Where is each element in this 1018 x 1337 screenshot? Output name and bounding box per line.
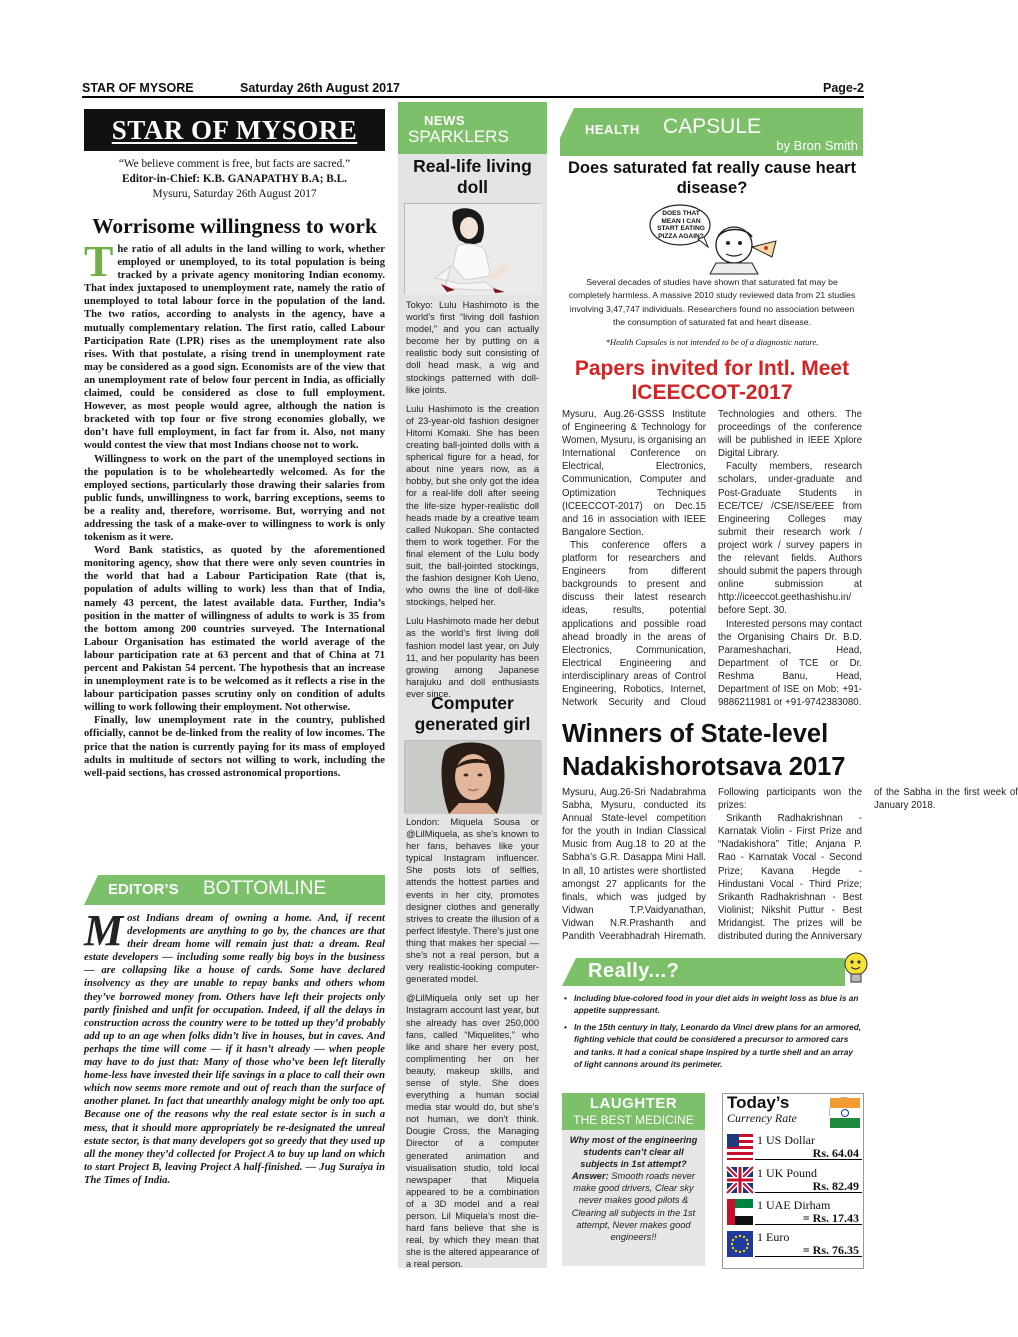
winners-title	[562, 718, 862, 784]
health-question: Does saturated fat really cause heart disease?	[568, 159, 856, 197]
laughter-label-b: THE BEST MEDICINE	[573, 1113, 694, 1127]
currency-value: = Rs. 76.35	[802, 1243, 859, 1257]
cartoon-speech-text: DOES THAT MEAN I CAN START EATING PIZZA AGAIN?	[657, 210, 705, 240]
portrait-icon	[405, 741, 542, 814]
lightbulb-icon	[843, 951, 869, 987]
winners-paragraph: Mysuru, Aug.26-Sri Nadabrahma Sabha, Mysuru, conducted its Annual State-level competition for the youth in Indian Classical Music from Aug.18 to 20 at the Sabha’s G.R. Dasappa Mini Hall. In all, 10 artistes were shortlisted amongst 27 applicants for the finals, which was judged by Vidwan T.P.Vaidyanathan, Vidwan N.R.Prashanth and Pandith Veerabhadrah Hiremath. Following participants won the prizes:	[562, 787, 862, 943]
currency-row-aed	[727, 1197, 862, 1228]
bottomline-label-a: EDITOR’S	[108, 881, 179, 898]
masthead	[84, 109, 385, 151]
really-fact: • Including blue-colored food in your diet aids in weight loss as blue is an appetite suppressant.	[562, 992, 862, 1017]
motto-dateline: Mysuru, Saturday 26th August 2017	[152, 188, 317, 200]
motto-block	[84, 157, 385, 202]
papers-paragraph: Faculty members, research scholars, under-graduate and Post-Graduate Students in ECE/TCE/ /CSE/ISE/EEE from Engineering Colleges may submit their research work / project work / survey papers in the relevant fields. Authors should submit the papers through online submission at http://iceeccot.geethashishu.in/ before Sept. 30.	[718, 461, 862, 617]
laughter-question: Why most of the engineering students can’t clear all subjects in 1st attempt?	[569, 1135, 698, 1170]
health-capsule-banner	[560, 108, 863, 156]
winners-title-line1: Winners of State-level	[562, 720, 829, 748]
winners-body	[562, 786, 1018, 956]
story2-body	[406, 816, 539, 1270]
currency-value: Rs. 64.04	[812, 1146, 859, 1160]
currency-value: = Rs. 17.43	[802, 1211, 859, 1225]
health-byline: by Bron Smith	[776, 138, 858, 153]
editor-in-chief: Editor-in-Chief: K.B. GANAPATHY B.A; B.L.	[122, 173, 347, 185]
papers-paragraph: Mysuru, Aug.26-GSSS Institute of Engineering & Technology for Women, Mysuru, is organising an International Conference on Electrical, Electronics, Communication, Computer and Optimization Techniques (ICEECCOT-2017) on Dec.15 and 16 in association with IEEE Bangalore Section.	[562, 409, 706, 538]
computer-girl-photo	[404, 740, 541, 813]
papers-body	[562, 408, 862, 718]
editorial-body	[84, 237, 385, 868]
currency-row-gbp	[727, 1165, 862, 1196]
story1-body	[406, 299, 539, 699]
sparklers-label-a: NEWS	[424, 113, 465, 128]
page-header	[82, 80, 864, 98]
health-cartoon	[636, 201, 786, 274]
india-flag-icon	[829, 1097, 859, 1127]
currency-row-eur	[727, 1229, 862, 1260]
editorial-paragraph: he ratio of all adults in the land willing to work, whether employed or unemployed, to its total population is being tracked by a private agency monitoring Indian economy. That index juxtaposed to unemployment rate, namely the ratio of unemployed to total labour force in the population of the land. The two ratios, according to analysts in the agency, have a mutually complementary relation. The first ratio, called Labour Participation Rate (LPR) rises as the unemployment rate also rises. With that postulate, a rising trend in unemployment rate may be considered as a good sign. Economists are of the view that an unemployment rate of below four percent in India, as officially claimed, could be considered as close to full employment. However, as most people would agree, although the nation is bracketed with top four or five strong economies globally, we don’t have full employment, in fact far from it. Also, not many would contest the view that most Indians choose not to work.	[84, 244, 385, 452]
doll-figure-icon	[405, 204, 542, 295]
winners-paragraph: Srikanth Radhakrishnan - Karnatak Violin - First Prize and “Nadakishora” Title; Anjana P. Rao - Karnatak Vocal - Second Prize; Kavana Hegde - Hindustani Vocal - Third Prize; Srikanth Radhakrishnan - Best Violinist; Nikshit Puttur - Best Mridangist. The prizes will be distributed during the Anniversary of the Sabha in the first week of January 2018.	[718, 787, 1018, 943]
laughter-answer-label: Answer:	[572, 1171, 609, 1182]
bottomline-text: ost Indians dream of owning a home. And, if recent developments are anything to go by, the chances are that their dream home will remain just that: a dream. Real estate developers — including some really big boys in the business — are collapsing like a house of cards. Some have declared insolvency as they are unable to repay banks and others whom they’ve borrowed money from. Others have left their projects only partly finished and unfit for occupation. Indeed, if all the delays in construction across the country were to be totted up they’d probably add up to an age when folks didn’t live in houses, but in caves. And perhaps the time will come — if it hasn’t already — when people may have to do just that: Many of those who’ve been left literally home-less have invested their life savings in a place to call their own which now seems more remote and out of reach than the surface of another planet. In fact that unearthly analogy might be only too apt. Because one of the reasons why the real estate sector is in such a mess, that it should more appropriately be re-designated the unreal estate sector, is that many developers got so greedy that they used up all the money they’d collected for Project A to buy up land on which to start Project B, leaving Project A half-finished. — Jug Suraiya in The Times of India.	[84, 913, 385, 1186]
currency-name: 1 Euro	[757, 1230, 790, 1244]
uk-flag-icon	[727, 1167, 753, 1193]
health-disclaimer: *Health Capsules is not intended to be of a diagnostic nature.	[605, 337, 819, 347]
editorial-title: Worrisome willingness to work	[92, 214, 377, 238]
story1-paragraph: Lulu Hashimoto made her debut as the world’s first living doll fashion model last year, on July 11, and her popularity has been growing among Japanese harajuku and doll enthusiasts ever since.	[406, 616, 539, 699]
sparklers-label-b: SPARKLERS	[408, 127, 509, 146]
laughter-banner	[562, 1093, 705, 1130]
papers-title: Papers invited for Intl. Meet ICEECCOT-2017	[574, 357, 850, 404]
papers-paragraph: This conference offers a platform for researchers and Engineers from different backgrounds to present and discuss their latest research ideas, results, potential applications and possible road ahead broadly in the areas of Electronics, Communication, Electrical Engineering and interdisciplinary areas of Control Engineering, Robotics, Internet, Network Security and Cloud Technologies and others. The proceedings of the conference will be published in IEEE Xplore Digital Library.	[562, 409, 862, 709]
bottomline-label-b: BOTTOMLINE	[203, 878, 327, 899]
currency-name: 1 UAE Dirham	[757, 1198, 831, 1212]
header-date: Saturday 26th August 2017	[240, 81, 401, 95]
currency-title: Today’s	[727, 1093, 790, 1112]
motto-quote: “We believe comment is free, but facts are sacred.”	[118, 158, 351, 170]
currency-name: 1 US Dollar	[757, 1133, 815, 1147]
laughter-box	[562, 1130, 705, 1266]
living-doll-photo	[404, 203, 541, 294]
story2-paragraph: @LilMiquela only set up her Instagram account last year, but she already has over 250,000 fans, called “Miquelites,” who like and share her every post, complimenting her on her beauty, makeup skills, and sense of style. She does everything a human social media star would do, but she’s not human, we don’t think. Dougie Cross, the Managing Director of a computer generated animation and visualisation studio, told local newspaper that Miquela appeared to be a combination of a 3D model and a real person. Lil Miquela’s most die-hard fans believe that she is real, by which they mean that she is the altered appearance of a real person.	[406, 993, 539, 1270]
editorial-paragraph: Finally, low unemployment rate in the country, published officially, cannot be de-linked from the reality of low incomes. The price that the nation is currently paying for its mass of employed adults in multitude of sectors not willing to work, including the well-paid sections, has crossed astronomical proportions.	[84, 715, 385, 779]
papers-paragraph: Interested persons may contact the Organising Chairs Dr. B.D. Parameshachari, Head, Department of TCE or Dr. Reshma Banu, Head, Department of ISE on Mob: +91-9886211981 or +91-9742383080.	[718, 618, 862, 709]
really-facts	[562, 992, 862, 1074]
laughter-label-a: LAUGHTER	[589, 1095, 678, 1112]
header-paper-name: STAR OF MYSORE	[82, 81, 194, 95]
really-banner	[562, 958, 845, 986]
uae-flag-icon	[727, 1199, 753, 1225]
health-label-a: HEALTH	[585, 122, 640, 137]
really-fact: • In the 15th century in Italy, Leonardo da Vinci drew plans for an armored, fighting vehicle that could be considered a precursor to armored cars and tanks. It had a conical shape inspired by a turtle shell and an array of light cannons around its perimeter.	[562, 1021, 862, 1071]
editorial-paragraph: Willingness to work on the part of the unemployed sections in the population is to be wholeheartedly welcomed. As for the employed sections, particularly those drawing their salaries from public funds, unwillingness to work, barring exceptions, seems to be a reality and, therefore, worrisome. But, worrying and not addressing the task of a make-over to willingness to work is only tokenism as it were.	[84, 453, 385, 544]
editorial-paragraph: Word Bank statistics, as quoted by the aforementioned monitoring agency, show that there were only seven countries in the world that had a Labour Participation Rate (that is, population of adults willing to work) less than that of India, namely 43 percent, the latest available data. Further, India’s position in the matter of willingness of adults to work is 35 from the bottom among 200 countries surveyed. The International Labour Organisation has estimated the world average of the labour participation rate at 63 percent and that of China at 71 percent and Pakistan 54 percent. The hypothesis that an increase in unemployment rate is to be welcomed as it reflects a rise in the labour participation passes scrutiny only on condition of adults willing to work following their employment. Not otherwise.	[84, 545, 385, 714]
story1-paragraph: Lulu Hashimoto is the creation of 23-year-old fashion designer Hitomi Komaki. She has been creating ball-jointed dolls with a spherical figure for a head, for about nine years now, as a hobby, but she only got the idea for a real-life doll after seeing the life-size hyper-realistic doll heads made by a creative team called Nukopan. She contacted them to work together. For the final element of the Lulu body suit, the ball-jointed stockings, the fashion designer Koh Ueno, who owns the line of doll-like stockings, helped her.	[406, 403, 539, 608]
header-page-number: Page-2	[823, 81, 864, 95]
editorial-drop-cap: T	[84, 237, 114, 286]
bottomline-banner	[84, 875, 385, 905]
story2-paragraph: London: Miquela Sousa or @LilMiquela, as she’s known to her fans, behaves like your typical Instagram influencer. She posts lots of selfies, attends the hottest parties and events in her city, promotes designer clothes and generally strives to create the illusion of a perfect lifestyle. There’s just one thing that makes her special — she’s not a real person, but a very realistic-looking computer-generated model.	[406, 817, 539, 985]
laughter-answer: Smooth roads never make good drivers, Clear sky never makes good pilots & Clearing all subjects in the 1st attempt, Never makes good engineers!!	[571, 1171, 696, 1242]
bottomline-drop-cap: M	[84, 906, 124, 955]
currency-row-usd	[727, 1132, 862, 1163]
eu-flag-icon	[727, 1231, 753, 1257]
story1-paragraph: Tokyo: Lulu Hashimoto is the world’s first “living doll fashion model,” and you can actually become her by putting on a realistic body suit consisting of doll head mask, a wig and stockings patterned with doll-like joints.	[406, 300, 539, 395]
currency-name: 1 UK Pound	[757, 1166, 818, 1180]
really-label: Really...?	[588, 960, 680, 982]
winners-title-line2: Nadakishorotsava 2017	[562, 753, 846, 781]
us-flag-icon	[727, 1134, 753, 1160]
health-label-b: CAPSULE	[663, 115, 762, 138]
health-text: Several decades of studies have shown that saturated fat may be completely harmless. A massive 2010 study reviewed data from 21 studies involving 3,47,747 individuals. Researchers found no association between the consumption of saturated fat and heart disease.	[568, 277, 856, 328]
masthead-title: STAR OF MYSORE	[111, 115, 358, 145]
bottomline-body	[84, 906, 385, 1270]
currency-subtitle: Currency Rate	[727, 1111, 797, 1125]
news-sparklers-banner	[398, 102, 547, 154]
currency-value: Rs. 82.49	[812, 1179, 859, 1193]
story2-title: Computer generated girl	[414, 693, 531, 734]
story1-title: Real-life living doll	[413, 156, 532, 197]
